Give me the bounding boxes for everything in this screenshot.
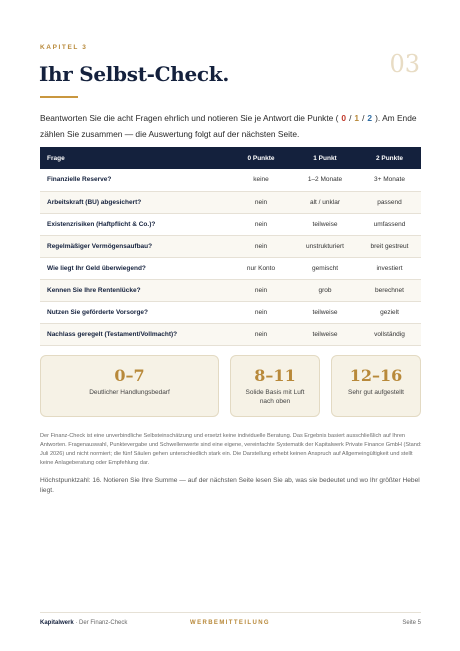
question-cell: Finanzielle Reserve? [40, 169, 230, 191]
table-row [40, 323, 421, 345]
score-range: 0–7 [114, 366, 145, 385]
answer-2-cell: gezielt [358, 301, 421, 323]
answer-2-cell: breit gestreut [358, 235, 421, 257]
answer-0-cell: keine [230, 169, 292, 191]
table-row [40, 169, 421, 191]
answer-2-cell: vollständig [358, 323, 421, 345]
answer-0-cell: nein [230, 279, 292, 301]
answer-2-cell: umfassend [358, 213, 421, 235]
score-description: Sehr gut aufgestellt [347, 389, 404, 396]
self-check-table [40, 147, 421, 346]
answer-2-cell: investiert [358, 257, 421, 279]
answer-1-cell: teilweise [292, 323, 358, 345]
title-underline [40, 96, 78, 98]
table-row [40, 257, 421, 279]
points-one: 1 [354, 113, 360, 123]
points-zero: 0 [341, 113, 347, 123]
header-question: Frage [40, 147, 230, 169]
table-row [40, 301, 421, 323]
answer-1-cell: 1–2 Monate [292, 169, 358, 191]
answer-0-cell: nein [230, 323, 292, 345]
answer-2-cell: passend [358, 191, 421, 213]
question-cell: Nachlass geregelt (Testament/Vollmacht)? [40, 323, 230, 345]
header-2-points: 2 Punkte [358, 147, 421, 169]
footer-notice: WERBEMITTEILUNG [190, 620, 270, 626]
score-card-high [331, 355, 421, 417]
score-description: Deutlicher Handlungsbedarf [89, 389, 170, 396]
question-cell: Wie liegt Ihr Geld überwiegend? [40, 257, 230, 279]
table-row [40, 191, 421, 213]
table-header-row [40, 147, 421, 169]
score-range: 12–16 [349, 366, 403, 385]
table-row [40, 213, 421, 235]
table-row [40, 279, 421, 301]
intro-text-before: Beantworten Sie die acht Fragen ehrlich und notieren Sie je Antwort die Punkte ( [40, 113, 339, 123]
chapter-label: KAPITEL 3 [40, 44, 88, 51]
answer-1-cell: grob [292, 279, 358, 301]
score-card-low [40, 355, 219, 417]
page-number: Seite 5 [402, 620, 421, 626]
header-1-point: 1 Punkt [292, 147, 358, 169]
question-cell: Regelmäßiger Vermögensaufbau? [40, 235, 230, 257]
points-two: 2 [367, 113, 373, 123]
answer-0-cell: nein [230, 191, 292, 213]
intro-sep-1: / [349, 113, 352, 123]
page-title: Ihr Selbst-Check. [39, 62, 230, 86]
intro-text-after: ). Am Ende zählen Sie zusammen — die Auswertung folgt auf der nächsten Seite. [40, 113, 417, 139]
answer-0-cell: nur Konto [230, 257, 292, 279]
chapter-number: 03 [389, 50, 420, 78]
question-cell: Kennen Sie Ihre Rentenlücke? [40, 279, 230, 301]
header-0-points: 0 Punkte [230, 147, 292, 169]
document-name: · Der Finanz-Check [75, 620, 128, 626]
disclaimer-text: Der Finanz-Check ist eine unverbindliche Selbsteinschätzung und ersetzt keine individuelle Beratung. Das Ergebnis basiert ausschließlich auf Ihren Antworten. Fragenauswahl, Punktevergabe und Schwellenwerte sind eine eigene, vereinfachte Systematik der Kapitalwerk Private Finance GmbH (Stand: Juli 2026) und nicht normiert; die fünf Säulen gehen unterschiedlich stark ein. Die Darstellung erhebt keinen Anspruch auf Allgemeingültigkeit und stellt keine Anlageberatung oder Empfehlung dar. [40, 433, 422, 466]
answer-1-cell: gemischt [292, 257, 358, 279]
footer-divider [40, 612, 421, 613]
score-range: 8–11 [254, 366, 296, 385]
question-cell: Nutzen Sie geförderte Vorsorge? [40, 301, 230, 323]
answer-1-cell: unstrukturiert [292, 235, 358, 257]
answer-2-cell: 3+ Monate [358, 169, 421, 191]
intro-sep-2: / [362, 113, 365, 123]
answer-0-cell: nein [230, 301, 292, 323]
answer-2-cell: berechnet [358, 279, 421, 301]
answer-1-cell: teilweise [292, 213, 358, 235]
score-description: Solide Basis mit Luft nach oben [245, 389, 305, 405]
table-row [40, 235, 421, 257]
brand-name: Kapitalwerk [40, 620, 74, 626]
answer-0-cell: nein [230, 213, 292, 235]
intro-paragraph [40, 110, 422, 142]
question-cell: Arbeitskraft (BU) abgesichert? [40, 191, 230, 213]
answer-1-cell: alt / unklar [292, 191, 358, 213]
score-card-mid [230, 355, 320, 417]
answer-0-cell: nein [230, 235, 292, 257]
max-points-note: Höchstpunktzahl: 16. Notieren Sie Ihre Summe — auf der nächsten Seite lesen Sie ab, was sie bedeutet und wo Ihr größter Hebel liegt. [40, 477, 420, 494]
question-cell: Existenzrisiken (Haftpflicht & Co.)? [40, 213, 230, 235]
answer-1-cell: teilweise [292, 301, 358, 323]
